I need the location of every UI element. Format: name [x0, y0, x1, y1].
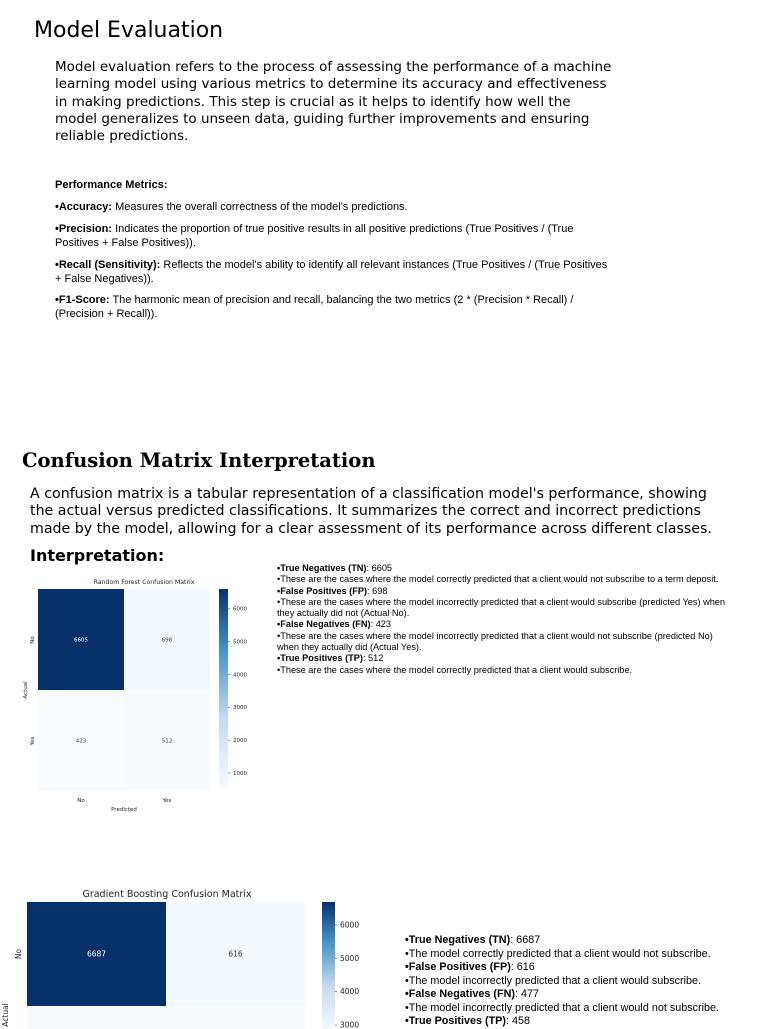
note-desc: •The model incorrectly predicted that a client would subscribe. [405, 974, 702, 987]
colorbar-tick-label: 5000 [233, 639, 247, 646]
note-label: •False Positives (FP) [277, 585, 368, 596]
note-value: : 698 [367, 585, 388, 596]
note-label: •True Negatives (TN) [405, 934, 511, 946]
note-desc: •These are the cases where the model correctly predicted that a client would not subscribe to a term deposit. [277, 574, 719, 585]
colorbar-tick-label: 6000 [340, 920, 360, 930]
note-value: : 458 [505, 1015, 530, 1027]
y-tick-label: No [14, 948, 23, 960]
colorbar [219, 589, 228, 789]
section-title: Confusion Matrix Interpretation [22, 449, 376, 472]
x-axis-label: Predicted [111, 807, 137, 813]
intro-paragraph: Model evaluation refers to the process of assessing the performance of a machine learning model using various metrics to determine its accuracy and effectiveness in making predictions. This step is crucial as it helps to identify how well the model generalizes to unseen data, guiding further improvements and ensuring reliable predictions. [55, 59, 612, 145]
note-desc: •These are the cases where the model incorrectly predicted that a client would subscribe (predicted Yes) when they actually did not (Actual No). [277, 596, 726, 619]
section-description: A confusion matrix is a tabular representation of a classification model's performance, showing the actual versus predicted classifications. It summarizes the correct and incorrect predictions made by the model, allowing for a clear assessment of its performance across different classes. [30, 486, 712, 537]
note-desc: •The model incorrectly predicted that a client would not subscribe. [405, 1001, 720, 1014]
rf-confusion-matrix-chart [20, 573, 248, 818]
metric-term: •Recall (Sensitivity): [55, 259, 161, 271]
x-tick-label: Yes [162, 798, 172, 804]
colorbar-tick-label: 3000 [340, 1020, 360, 1029]
colorbar-tick-label: 5000 [340, 953, 360, 963]
chart-title: Random Forest Confusion Matrix [93, 579, 195, 586]
colorbar-tick-label: 1000 [233, 770, 247, 777]
cell-value-label: 616 [228, 949, 243, 959]
gb-confusion-matrix-chart [0, 884, 395, 1029]
y-axis-label: Actual [23, 681, 29, 699]
cell-value-label: 6605 [74, 637, 88, 644]
note-desc: •The model correctly predicted that a client would not subscribe. [405, 947, 711, 960]
note-fn [405, 988, 765, 1002]
note-fn [277, 619, 727, 630]
colorbar-tick-label: 4000 [233, 672, 247, 679]
metric-text: Measures the overall correctness of the model's predictions. [112, 201, 408, 213]
metric-text: Reflects the model's ability to identify all relevant instances (True Positives / (True Positives + False Negatives)). [55, 259, 608, 285]
note-fp [277, 586, 727, 597]
y-axis-label: Actual [1, 1003, 10, 1027]
chart-title: Gradient Boosting Confusion Matrix [82, 889, 252, 900]
note-value: : 616 [510, 961, 535, 973]
note-label: •True Positives (TP) [277, 653, 363, 664]
colorbar [322, 902, 335, 1029]
page-title: Model Evaluation [34, 18, 224, 43]
note-value: : 6605 [366, 563, 393, 573]
y-tick-label: Yes [30, 736, 36, 746]
cell-value-label: 512 [161, 738, 173, 745]
note-label: •True Positives (TP) [405, 1015, 506, 1027]
y-tick-label: No [30, 636, 36, 644]
note-label: •False Negatives (FN) [277, 619, 371, 630]
cell-value-label: 6687 [86, 949, 107, 959]
metric-text: Indicates the proportion of true positive results in all positive predictions (True Positives / (True Positives + False Positives)). [55, 223, 574, 249]
metric-term: •F1-Score: [55, 294, 110, 306]
metric-f1 [55, 294, 615, 321]
colorbar-tick-label: 4000 [340, 987, 360, 997]
gb-notes [405, 934, 765, 1029]
metric-recall [55, 259, 615, 286]
cell-value-label: 698 [161, 637, 173, 644]
metric-term: •Precision: [55, 223, 113, 235]
note-tn [405, 934, 765, 948]
x-tick-label: No [77, 798, 85, 804]
note-label: •True Negatives (TN) [277, 563, 367, 573]
note-tn [277, 563, 727, 574]
note-desc: •These are the cases where the model incorrectly predicted that a client would not subscribe (predicted No) when they actually did (Actual Yes). [277, 630, 713, 653]
colorbar-tick-label: 3000 [233, 705, 247, 712]
note-fp [405, 961, 765, 975]
interpretation-heading: Interpretation: [30, 546, 165, 565]
metric-term: •Accuracy: [55, 201, 113, 213]
note-label: •False Positives (FP) [405, 961, 511, 973]
note-tp [405, 1015, 765, 1029]
colorbar-tick-label: 6000 [233, 606, 247, 613]
note-tp [277, 653, 727, 664]
heatmap-cell [166, 1006, 305, 1029]
note-value: : 512 [362, 653, 384, 664]
metric-precision [55, 223, 615, 250]
metric-text: The harmonic mean of precision and recall, balancing the two metrics (2 * (Precision * Recall) / (Precision + Recall)). [55, 294, 574, 320]
note-label: •False Negatives (FN) [405, 988, 515, 1000]
rf-notes [277, 563, 727, 676]
colorbar-tick-label: 2000 [233, 737, 247, 744]
note-value: : 477 [514, 988, 539, 1000]
heatmap-cell [27, 1006, 166, 1029]
metric-accuracy [55, 201, 615, 215]
note-desc: •These are the cases where the model correctly predicted that a client would subscribe. [277, 664, 633, 675]
note-value: : 6687 [510, 934, 541, 946]
metrics-heading: Performance Metrics: [55, 179, 168, 191]
cell-value-label: 423 [75, 738, 87, 745]
note-value: : 423 [370, 619, 392, 630]
